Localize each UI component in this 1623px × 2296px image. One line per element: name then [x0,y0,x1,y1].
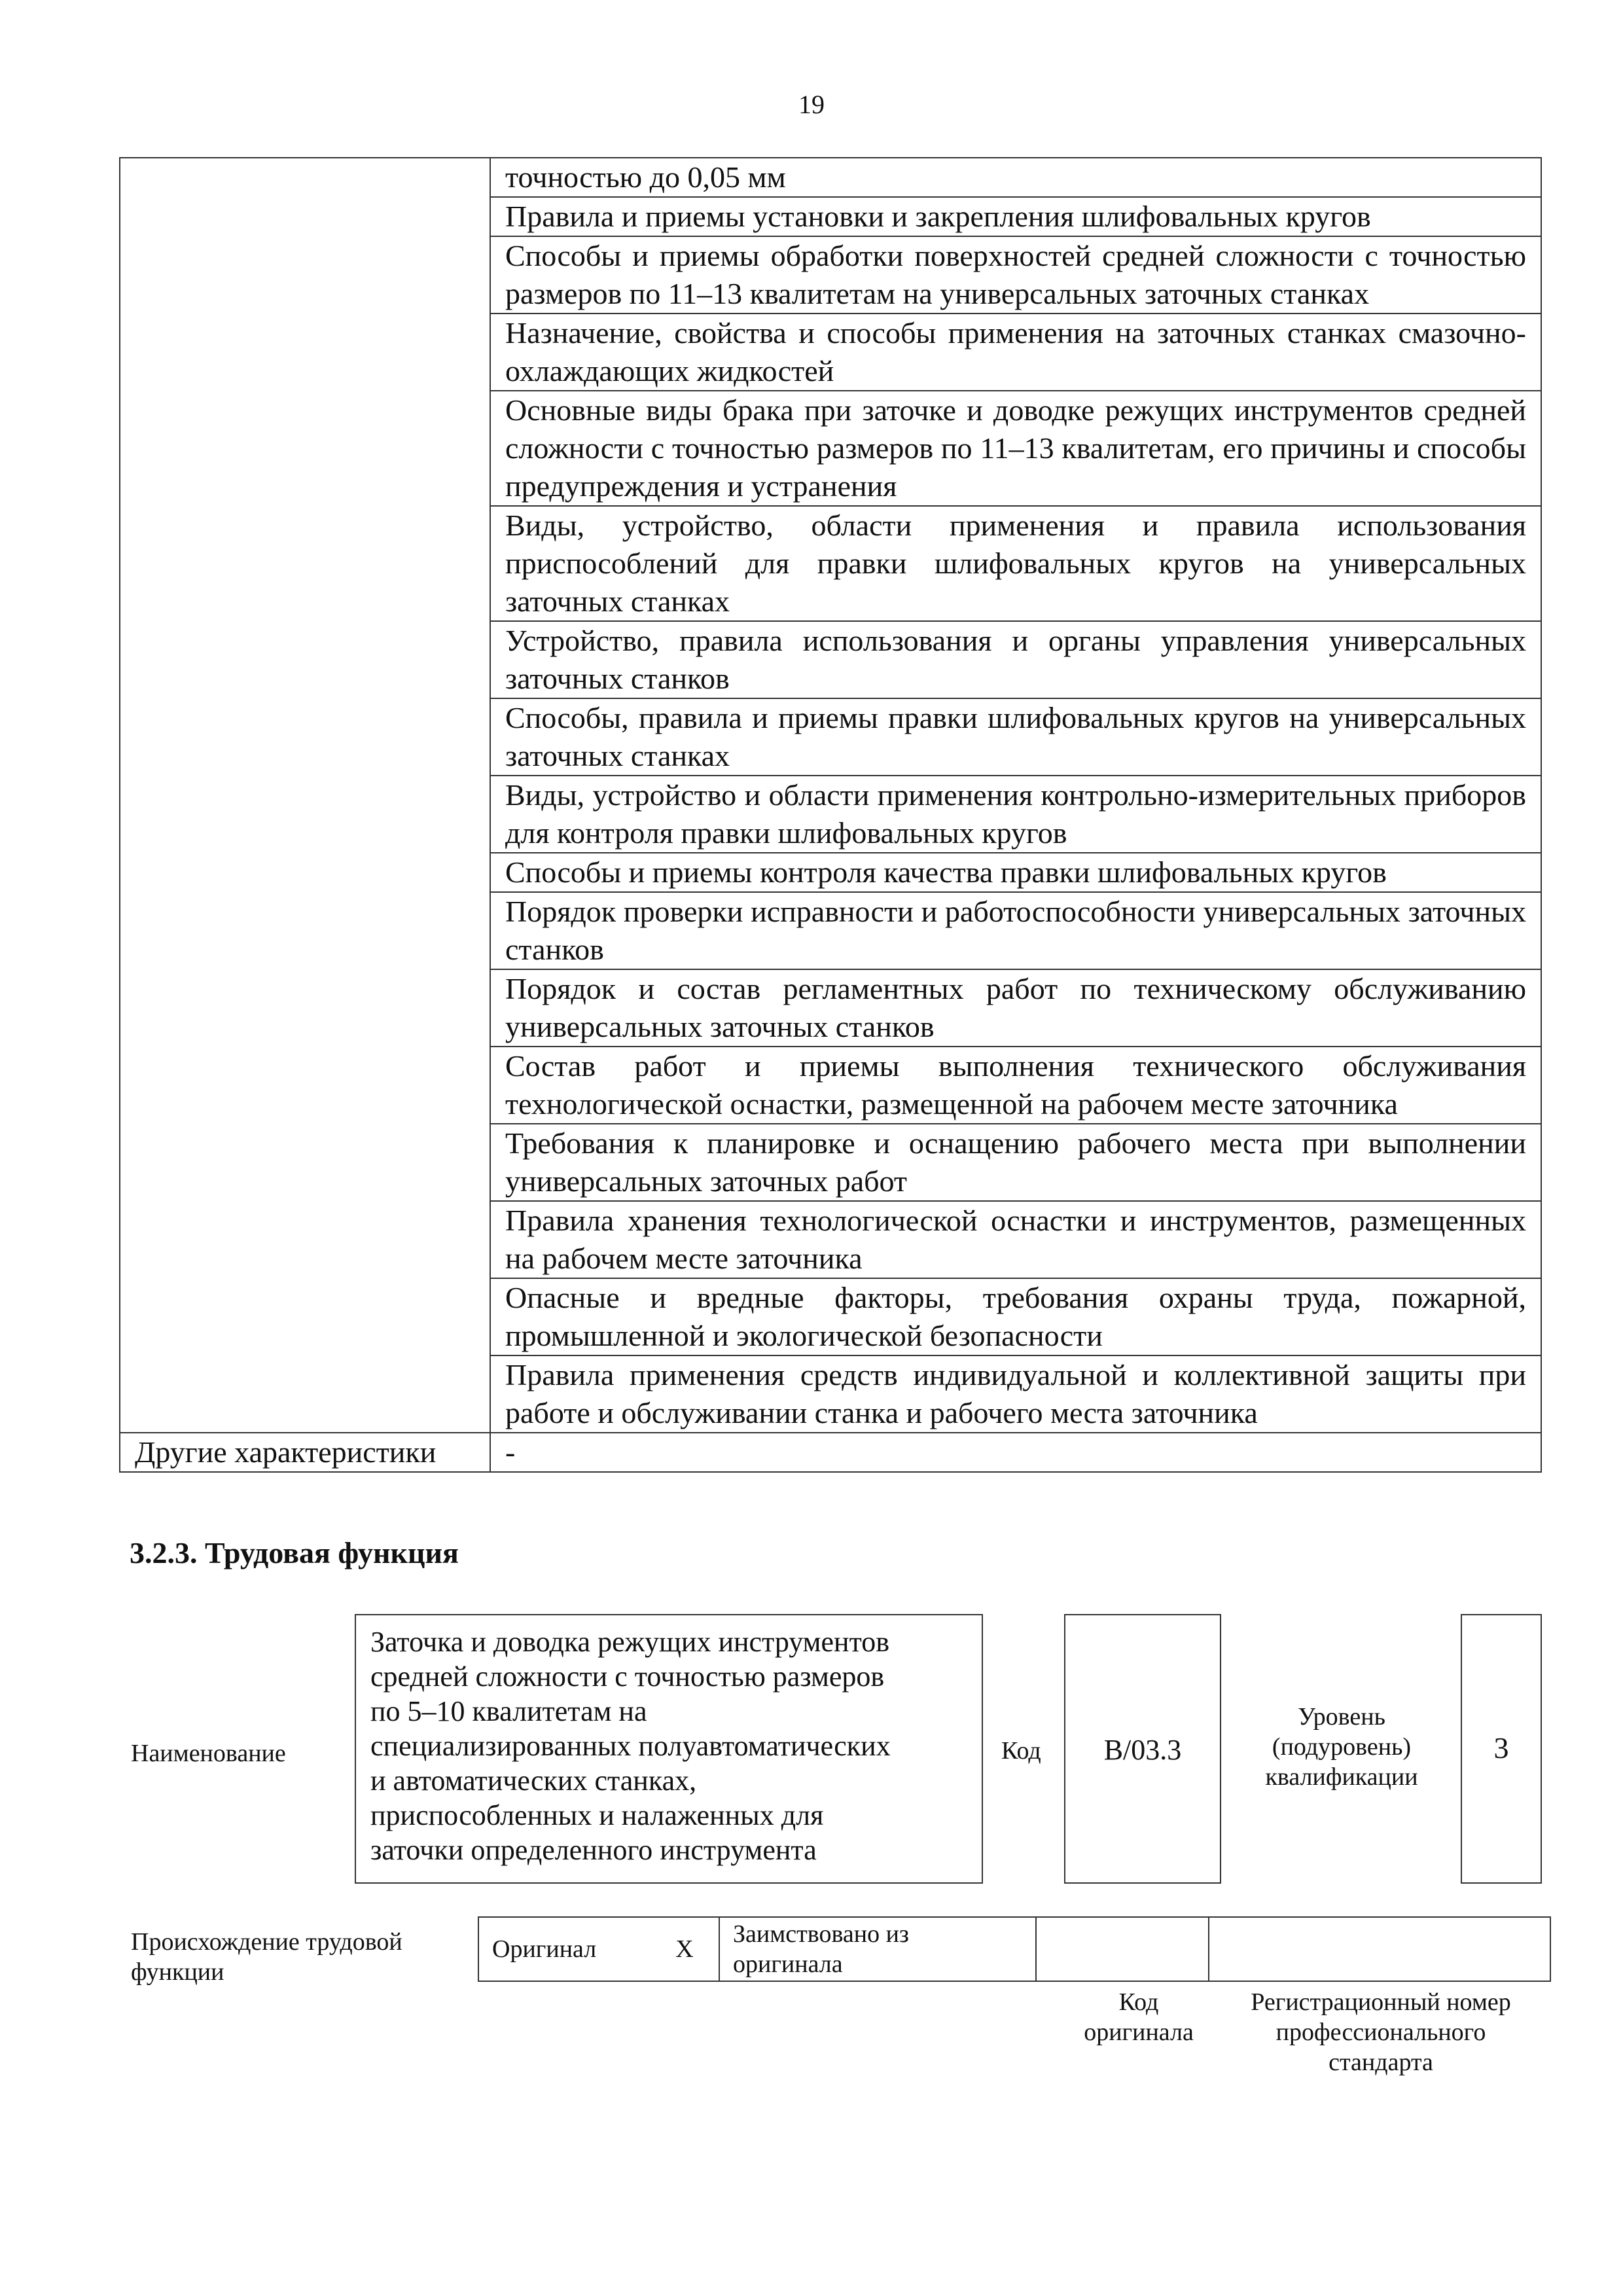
level-label-line: квалификации [1265,1763,1418,1791]
origin-table [478,1916,1551,1982]
code-caption-line: оригинала [1084,2018,1194,2046]
knowledge-item: Порядок проверки исправности и работоспособности универсальных заточных станков [490,892,1541,969]
knowledge-item: Виды, устройство и области применения контрольно-измерительных приборов для контроля правки шлифовальных кругов [490,776,1541,853]
registration-caption-line: стандарта [1329,2049,1433,2076]
function-name-line: и автоматических станках, [370,1765,697,1797]
knowledge-item: Устройство, правила использования и органы управления универсальных заточных станков [490,621,1541,698]
borrowed-line: оригинала [733,1950,843,1978]
origin-label-line: функции [131,1958,224,1986]
other-characteristics-label: Другие характеристики [120,1433,490,1472]
knowledge-item: точностью до 0,05 мм [490,158,1541,197]
knowledge-item: Состав работ и приемы выполнения технического обслуживания технологической оснастки, размещенной на рабочем месте заточника [490,1047,1541,1124]
function-name-line: приспособленных и налаженных для [370,1799,824,1831]
code-caption [1047,1987,1230,2047]
table-row [120,158,1541,197]
function-name-line: специализированных полуавтоматических [370,1730,891,1762]
level-label-line: (подуровень) [1272,1733,1412,1761]
table-row [120,1433,1541,1472]
original-mark: X [651,1917,719,1981]
knowledge-item: Порядок и состав регламентных работ по техническому обслуживанию универсальных заточных станков [490,969,1541,1047]
other-characteristics-value: - [490,1433,1541,1472]
code-label: Код [1001,1737,1041,1765]
registration-caption-line: Регистрационный номер [1251,1988,1511,2016]
name-label: Наименование [131,1740,286,1767]
knowledge-item: Основные виды брака при заточке и доводке режущих инструментов средней сложности с точностью размеров по 11–13 квалитетам, его причины и способы предупреждения и устранения [490,391,1541,506]
code-box [1064,1614,1221,1884]
origin-label-line: Происхождение трудовой [131,1928,402,1956]
knowledge-item: Способы и приемы контроля качества правки шлифовальных кругов [490,853,1541,892]
knowledge-item: Виды, устройство, области применения и правила использования приспособлений для правки шлифовальных кругов на универсальных заточных станках [490,506,1541,621]
code-value: B/03.3 [1103,1734,1182,1766]
level-label-line: Уровень [1298,1703,1385,1731]
level-box [1461,1614,1542,1884]
function-name-text [356,1615,982,1876]
registration-caption-line: профессионального [1275,2018,1486,2046]
knowledge-table [119,157,1542,1473]
knowledge-item: Способы, правила и приемы правки шлифовальных кругов на универсальных заточных станках [490,698,1541,776]
function-name-box [355,1614,983,1884]
knowledge-item: Способы и приемы обработки поверхностей средней сложности с точностью размеров по 11–13 квалитетам на универсальных заточных станках [490,236,1541,314]
registration-number-cell [1209,1917,1550,1981]
function-name-line: по 5–10 квалитетам на [370,1695,647,1727]
borrowed-line: Заимствовано из [733,1920,909,1948]
knowledge-item: Правила хранения технологической оснастки и инструментов, размещенных на рабочем месте заточника [490,1201,1541,1278]
function-name-line: заточки определенного инструмента [370,1834,817,1866]
section-heading: 3.2.3. Трудовая функция [130,1536,459,1570]
level-value: 3 [1493,1731,1509,1765]
knowledge-item: Опасные и вредные факторы, требования охраны труда, пожарной, промышленной и экологической безопасности [490,1278,1541,1355]
code-caption-line: Код [1118,1988,1159,2016]
borrowed-label [719,1917,1036,1981]
registration-caption [1211,1987,1551,2077]
function-name-line: Заточка и доводка режущих инструментов [370,1626,890,1658]
page-number: 19 [798,90,825,119]
original-label: Оригинал [478,1917,651,1981]
knowledge-item: Правила и приемы установки и закрепления шлифовальных кругов [490,197,1541,236]
knowledge-item: Правила применения средств индивидуальной и коллективной защиты при работе и обслуживании станка и рабочего места заточника [490,1355,1541,1433]
left-empty-cell [120,158,490,1433]
function-name-line: средней сложности с точностью размеров [370,1660,885,1693]
level-label [1230,1702,1453,1792]
knowledge-item: Назначение, свойства и способы применения на заточных станках смазочно-охлаждающих жидкостей [490,314,1541,391]
knowledge-item: Требования к планировке и оснащению рабочего места при выполнении универсальных заточных работ [490,1124,1541,1201]
original-code-cell [1036,1917,1209,1981]
origin-label [131,1927,402,1987]
